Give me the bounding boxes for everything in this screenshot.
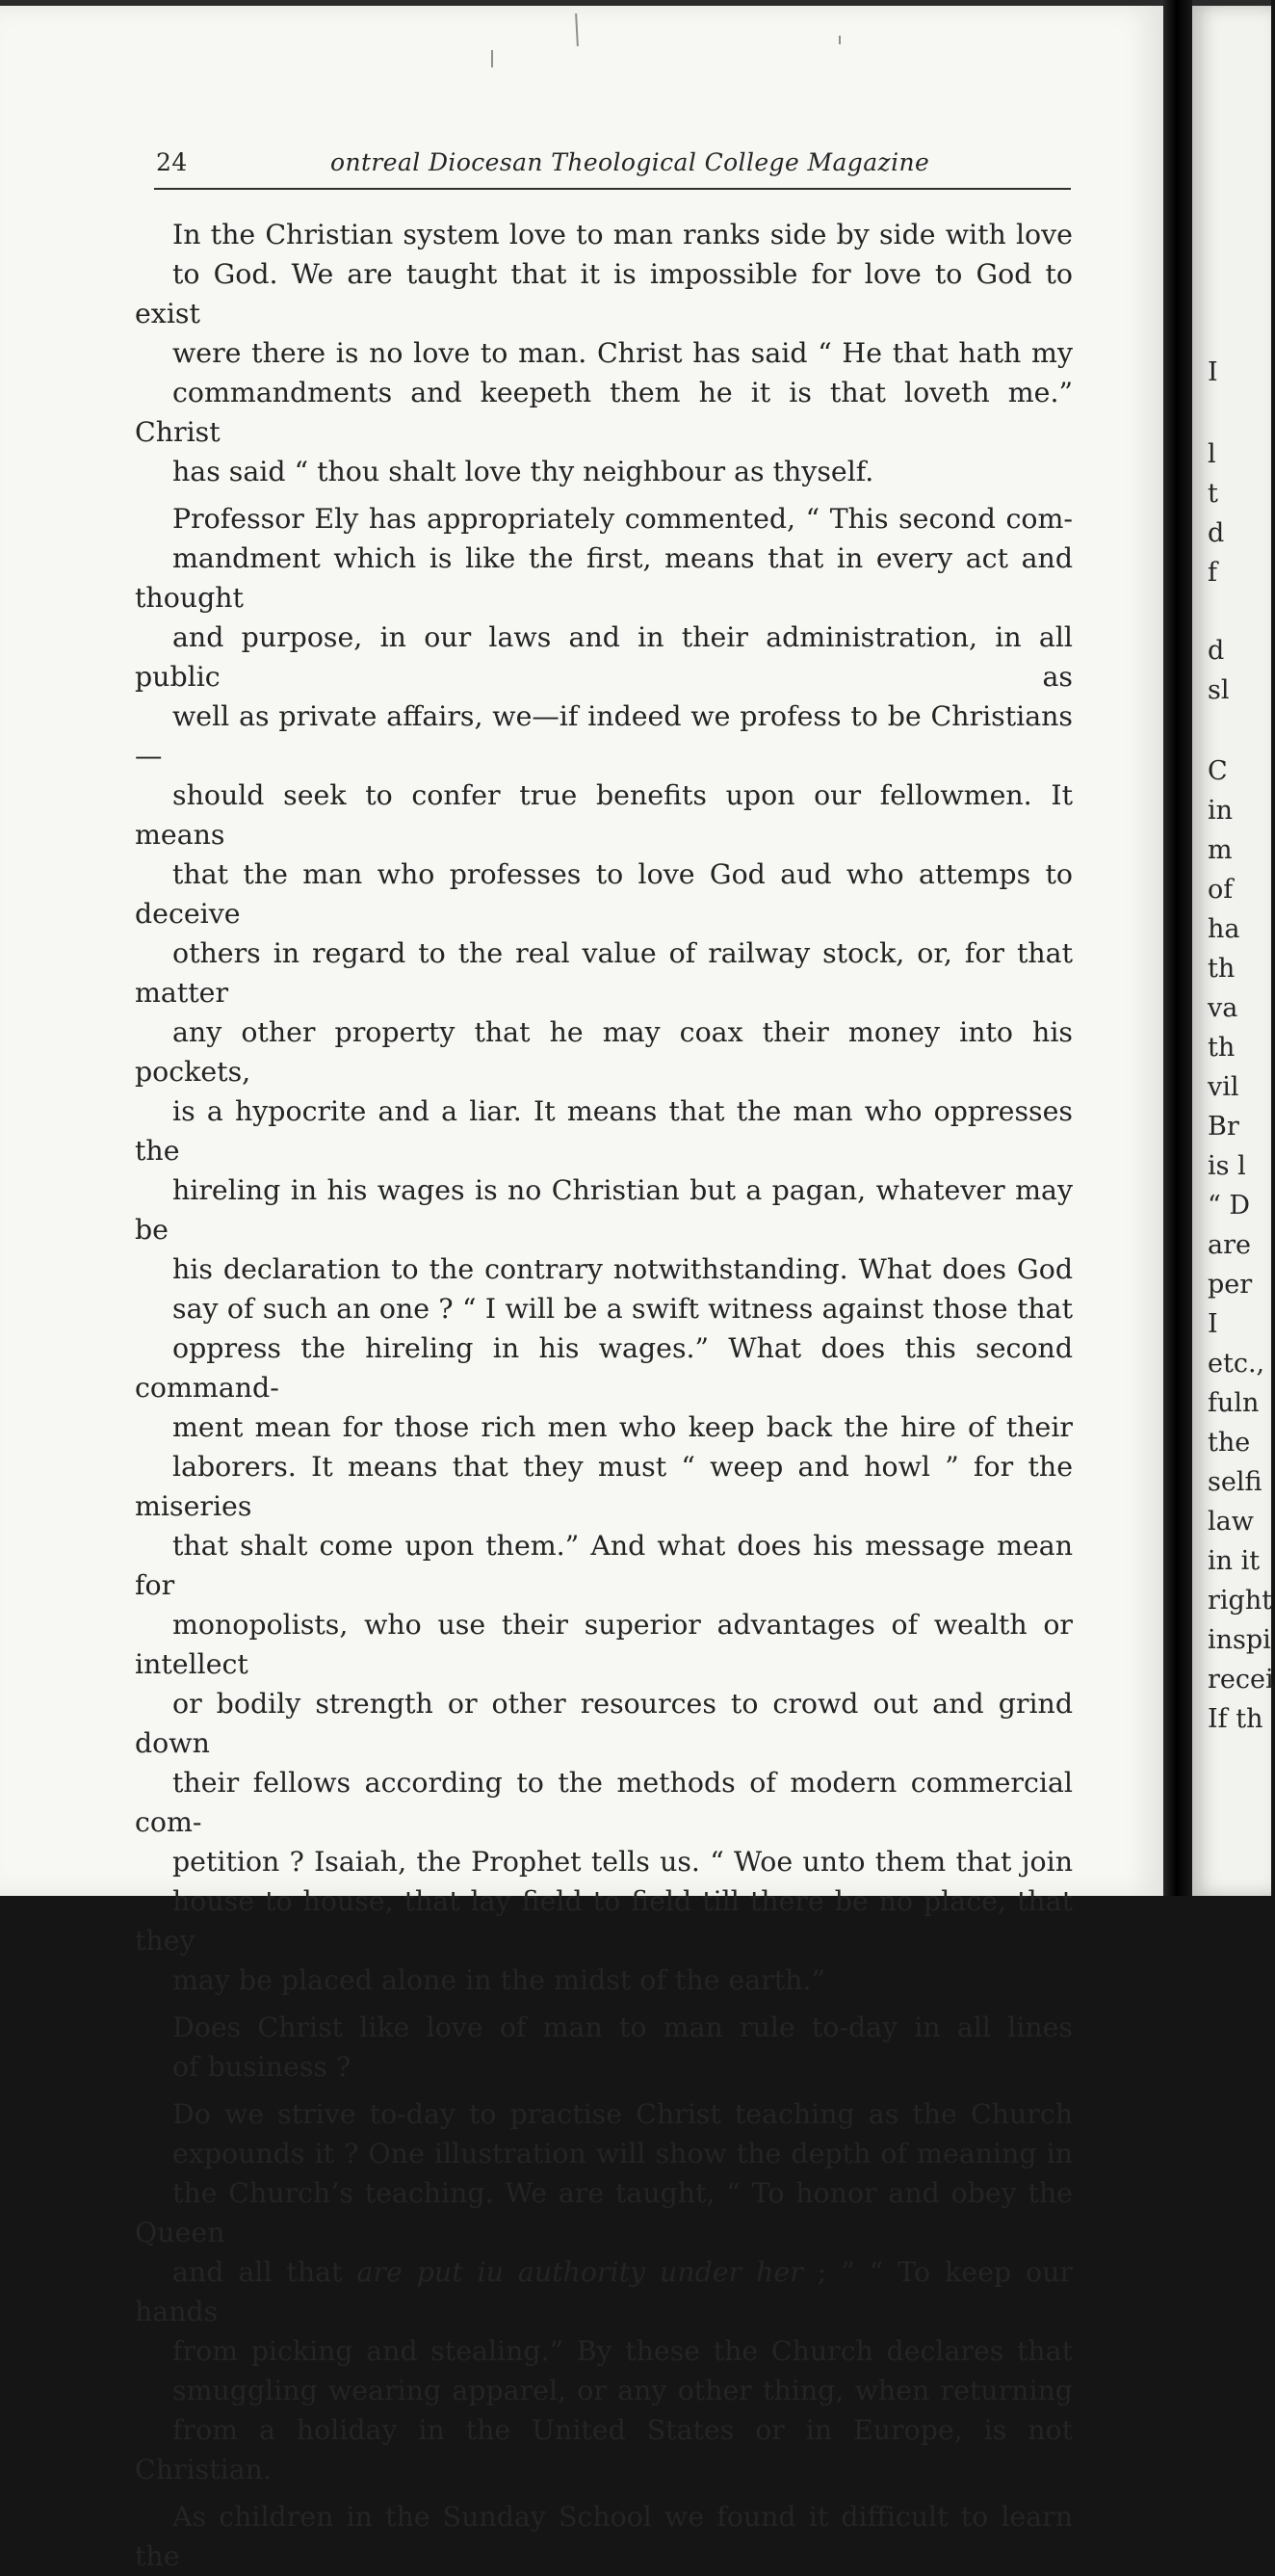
page-header: [154, 141, 1071, 189]
text-line: oppress the hireling in his wages.” What does this second command-: [135, 1332, 1073, 1404]
right-page-fragment: va: [1208, 993, 1238, 1023]
right-page-fragment: the: [1208, 1428, 1251, 1458]
text-line: petition ? Isaiah, the Prophet tells us. “ Woe unto them that join: [172, 1846, 1073, 1878]
right-page-fragment: ha: [1208, 914, 1240, 944]
text-line: Do we strive to-day to practise Christ teaching as the Church: [172, 2098, 1073, 2130]
text-line: were there is no love to man. Christ has said “ He that hath my: [172, 337, 1073, 369]
right-page-fragment: in: [1208, 796, 1234, 826]
scan-mark: [575, 13, 579, 46]
text-line: commandments and keepeth them he it is that loveth me.” Christ: [135, 377, 1073, 448]
text-line: Professor Ely has appropriately commented, “ This second com-: [172, 503, 1073, 535]
line-suffix: ; ” “ To keep our hands: [135, 2256, 1073, 2327]
paragraph-love-to-man: [135, 215, 1073, 491]
text-line: Does Christ like love of man to man rule to-day in all lines: [172, 2011, 1073, 2043]
right-page-fragment: d: [1208, 636, 1225, 666]
text-line: and purpose, in our laws and in their administration, in all public as: [135, 621, 1073, 693]
text-line: their fellows according to the methods of modern commercial com-: [135, 1767, 1073, 1838]
right-page-fragment: fuln: [1208, 1388, 1260, 1418]
right-page-fragment: of: [1208, 875, 1234, 905]
right-page-fragment: m: [1208, 835, 1233, 865]
right-page-fragment: I: [1208, 1309, 1218, 1339]
text-line: should seek to confer true benefits upon our fellowmen. It means: [135, 779, 1073, 851]
text-line: mandment which is like the first, means that in every act and thought: [135, 542, 1073, 614]
text-line: from a holiday in the United States or in Europe, is not Christian.: [135, 2414, 1073, 2485]
italic-quote: are put iu authority under her: [356, 2256, 803, 2288]
right-page-fragment: f: [1208, 558, 1217, 588]
text-line: has said “ thou shalt love thy neighbour as thyself.: [172, 456, 874, 487]
text-line: from picking and stealing.” By these the Church declares that: [172, 2335, 1073, 2367]
right-page-fragment: per: [1208, 1270, 1253, 1300]
text-line: his declaration to the contrary notwithstanding. What does God: [172, 1253, 1073, 1285]
right-page-fragment: If th: [1208, 1704, 1263, 1734]
right-page-fragment: t: [1208, 479, 1218, 509]
paragraph-professor-ely: [135, 499, 1073, 2000]
right-page-fragment: in it: [1208, 1546, 1261, 1576]
right-page-fragment: etc.,: [1208, 1349, 1265, 1379]
right-page-fragment: l: [1208, 439, 1216, 469]
right-page-fragment: selfi: [1208, 1467, 1262, 1497]
book-gutter: [1163, 0, 1192, 1896]
text-line: the Church’s teaching. We are taught, “ To honor and obey the Queen: [135, 2177, 1073, 2248]
scan-mark: [491, 50, 493, 67]
text-line: In the Christian system love to man ranks side by side with love: [172, 219, 1073, 250]
scan-mark: [839, 36, 841, 44]
right-page-fragment: I: [1208, 357, 1218, 387]
text-line: house to house, that lay field to field till there be no place, that they: [135, 1885, 1073, 1957]
right-page-edge: [1192, 6, 1274, 1896]
text-line: laborers. It means that they must “ weep and howl ” for the miseries: [135, 1451, 1073, 1522]
text-line: As children in the Sunday School we found it difficult to learn the: [135, 2501, 1073, 2572]
text-line: any other property that he may coax their money into his pockets,: [135, 1016, 1073, 1088]
text-line: that shalt come upon them.” And what does his message mean for: [135, 1530, 1073, 1601]
text-line: smuggling wearing apparel, or any other thing, when returning: [172, 2375, 1073, 2406]
text-line: that the man who professes to love God aud who attemps to deceive: [135, 858, 1073, 930]
text-line-with-italic-quote: [135, 2252, 1073, 2331]
text-line: ment mean for those rich men who keep back the hire of their: [172, 1411, 1073, 1443]
text-line: well as private affairs, we—if indeed we profess to be Christians—: [135, 700, 1073, 772]
text-line: of business ?: [172, 2051, 351, 2083]
text-line: is a hypocrite and a liar. It means that the man who oppresses the: [135, 1095, 1073, 1167]
text-line: or bodily strength or other resources to crowd out and grind down: [135, 1688, 1073, 1759]
right-page-fragment: right: [1208, 1586, 1273, 1616]
right-page-fragment: inspi: [1208, 1625, 1271, 1655]
line-prefix: and all that: [172, 2256, 357, 2288]
right-page-fragment: “ D: [1208, 1191, 1251, 1221]
article-body: [135, 215, 1073, 2576]
text-line: say of such an one ? “ I will be a swift witness against those that: [172, 1293, 1073, 1325]
right-page-fragment: C: [1208, 756, 1228, 786]
right-page-fragment: th: [1208, 1033, 1236, 1063]
right-page-fragment: th: [1208, 954, 1236, 984]
header-rule: [154, 188, 1071, 190]
right-page-fragment: law: [1208, 1507, 1254, 1537]
text-line: others in regard to the real value of railway stock, or, for that matter: [135, 937, 1073, 1009]
text-line: may be placed alone in the midst of the earth.”: [172, 1964, 825, 1996]
right-page-fragment: vil: [1208, 1072, 1239, 1102]
text-line: to God. We are taught that it is impossible for love to God to exist: [135, 258, 1073, 329]
paragraph-sunday-school: [135, 2497, 1073, 2576]
text-line: hireling in his wages is no Christian but a pagan, whatever may be: [135, 1174, 1073, 1246]
text-line: expounds it ? One illustration will show the depth of meaning in: [172, 2138, 1073, 2169]
right-page-fragment: d: [1208, 518, 1225, 548]
text-line: monopolists, who use their superior advantages of wealth or intellect: [135, 1609, 1073, 1680]
right-page-fragment: recei: [1208, 1665, 1274, 1695]
left-book-page: [0, 6, 1163, 2572]
paragraph-church-teaching: [135, 2094, 1073, 2489]
right-page-fragment: are: [1208, 1230, 1251, 1260]
right-page-fragment: sl: [1208, 675, 1230, 705]
paragraph-question-business: [135, 2008, 1073, 2087]
right-page-fragment: is l: [1208, 1151, 1246, 1181]
page-number: 24: [156, 148, 188, 176]
right-page-fragment: Br: [1208, 1112, 1239, 1142]
running-title: ontreal Diocesan Theological College Magazine: [330, 148, 930, 176]
